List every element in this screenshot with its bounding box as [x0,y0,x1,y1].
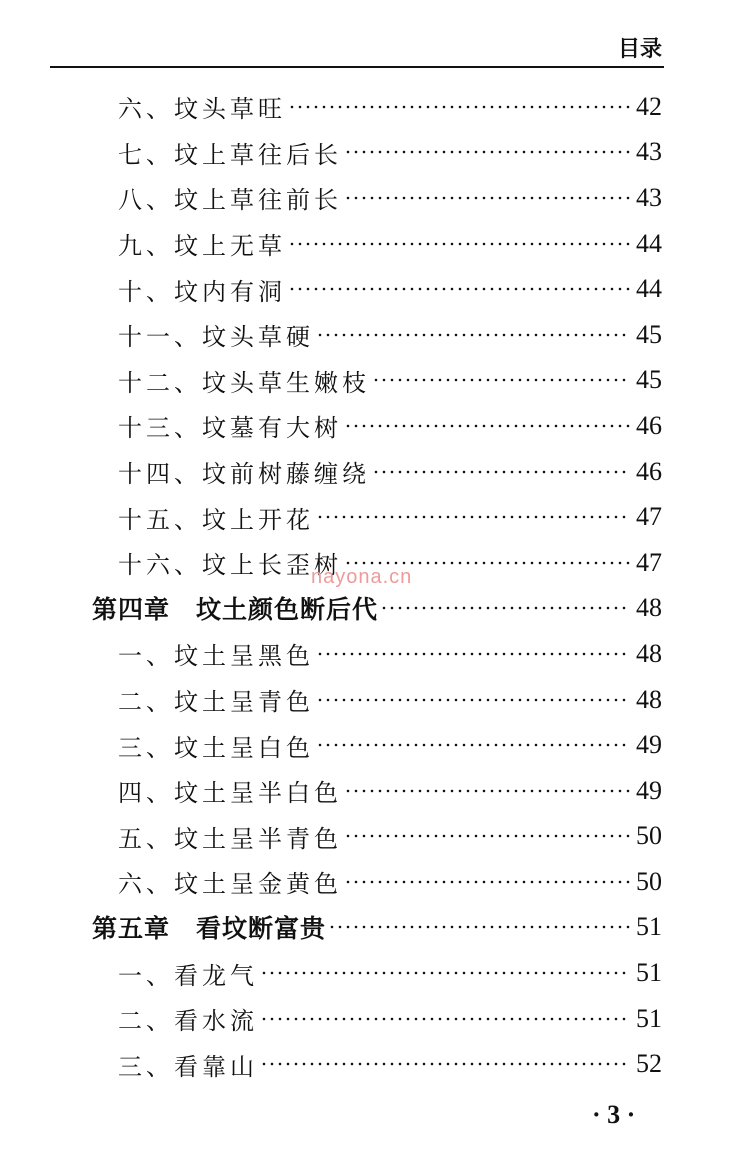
toc-section-entry [0,221,662,267]
toc-entry-page: 42 [636,91,662,121]
dot-leader [380,605,630,611]
toc-entry-title: 三、坟土呈白色 [118,733,314,762]
running-head-text: 目录 [617,36,662,62]
toc-chapter-entry [0,586,662,632]
toc-entry-title: 七、坟上草往后长 [118,140,342,169]
toc-section-entry [0,494,662,540]
toc-entry-title: 六、坟土呈金黄色 [118,870,342,899]
dot-leader [344,833,630,839]
toc-entry-title: 十四、坟前树藤缠绕 [118,460,370,489]
toc-entry-title: 九、坟上无草 [118,232,286,261]
toc-entry-page: 47 [636,547,662,577]
toc-entry-page: 48 [636,638,662,668]
toc-entry-page: 52 [636,1049,662,1079]
toc-entry-title: 二、坟土呈青色 [118,688,314,717]
toc-entry-page: 50 [636,866,662,896]
dot-leader [316,742,630,748]
toc-section-entry [0,768,662,814]
toc-chapter-entry [0,905,662,951]
toc-entry-title: 四、坟土呈半白色 [118,779,342,808]
toc-entry-title: 第五章 看坟断富贵 [92,914,327,944]
toc-section-entry [0,175,662,221]
dot-leader [316,651,630,657]
toc-section-entry [0,722,662,768]
toc-entry-page: 48 [636,684,662,714]
toc-entry-title: 十、坟内有洞 [118,277,286,306]
toc-entry-page: 46 [636,456,662,486]
toc-entry-page: 51 [636,958,662,988]
toc-section-entry [0,950,662,996]
dot-leader [260,1016,630,1022]
toc-section-entry [0,631,662,677]
toc-entry-title: 二、看水流 [118,1007,258,1036]
toc-section-entry [0,84,662,130]
toc-entry-page: 44 [636,274,662,304]
toc-entry-title: 第四章 坟土颜色断后代 [92,595,379,625]
toc-entry-title: 一、看龙气 [118,961,258,990]
toc-entry-page: 46 [636,410,662,440]
toc-entry-title: 一、坟土呈黑色 [118,642,314,671]
toc-entry-page: 45 [636,319,662,349]
dot-leader [316,514,630,520]
dot-leader [344,788,630,794]
toc-entry-page: 51 [636,1003,662,1033]
dot-leader [288,104,630,110]
dot-leader [344,560,630,566]
toc-entry-page: 50 [636,821,662,851]
page-number: · 3 · [592,1100,636,1129]
dot-leader [316,697,630,703]
watermark: nayona.cn [311,566,413,588]
toc-entry-page: 49 [636,775,662,805]
toc-section-entry [0,130,662,176]
dot-leader [328,924,630,930]
toc-entry-page: 43 [636,137,662,167]
toc-entry-page: 45 [636,365,662,395]
toc-entry-title: 十六、坟上长歪树 [118,551,342,580]
toc-entry-title: 十二、坟头草生嫩枝 [118,368,370,397]
dot-leader [288,286,630,292]
dot-leader [344,149,630,155]
toc-entry-page: 47 [636,502,662,532]
toc-entry-title: 六、坟头草旺 [118,95,286,124]
dot-leader [316,332,630,338]
toc-entry-page: 48 [636,593,662,623]
toc-section-entry [0,859,662,905]
toc-entry-title: 八、坟上草往前长 [118,186,342,215]
dot-leader [344,879,630,885]
toc-entry-title: 十三、坟墓有大树 [118,414,342,443]
toc-entry-page: 49 [636,730,662,760]
running-head [0,32,662,63]
toc-entry-title: 三、看靠山 [118,1052,258,1081]
dot-leader [260,1061,630,1067]
toc-section-entry [0,814,662,860]
toc-section-entry [0,403,662,449]
toc-entry-title: 五、坟土呈半青色 [118,824,342,853]
toc-section-entry [0,1041,662,1087]
toc-entry-page: 51 [636,912,662,942]
dot-leader [344,423,630,429]
dot-leader [372,469,630,475]
dot-leader [288,241,630,247]
toc-section-entry [0,358,662,404]
toc-section-entry [0,312,662,358]
dot-leader [372,377,630,383]
toc-entry-page: 44 [636,228,662,258]
dot-leader [344,195,630,201]
header-rule [50,66,664,68]
dot-leader [260,970,630,976]
toc-section-entry [0,996,662,1042]
toc-section-entry [0,677,662,723]
toc-section-entry [0,449,662,495]
toc-section-entry [0,266,662,312]
toc-entry-page: 43 [636,182,662,212]
toc-entry-title: 十五、坟上开花 [118,505,314,534]
toc-entry-title: 十一、坟头草硬 [118,323,314,352]
